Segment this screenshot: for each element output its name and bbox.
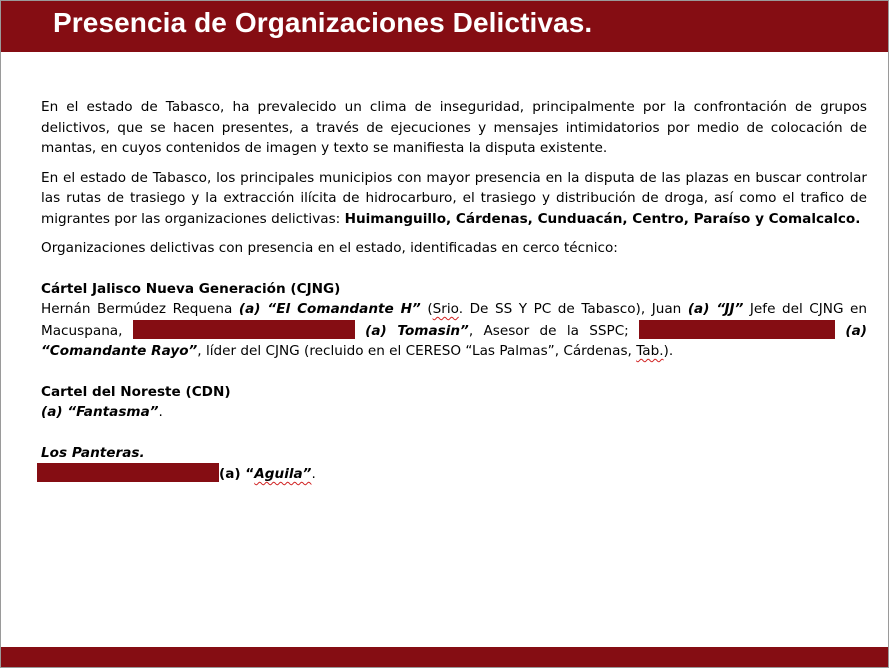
redaction-bar (639, 320, 835, 339)
organizations-intro: Organizaciones delictivas con presencia en el estado, identificadas en cerco técnico: (41, 240, 618, 256)
page-title: Presencia de Organizaciones Delictivas. (53, 7, 593, 38)
cjng-name-1: Hernán Bermúdez Requena (41, 301, 239, 317)
panteras-end: . (311, 466, 316, 482)
cjng-text-1b: ( (420, 301, 433, 317)
panteras-line (37, 466, 316, 482)
cjng-text-2b: , Asesor de la SSPC; (468, 322, 640, 339)
cdn-alias: (a) “Fantasma” (41, 404, 159, 420)
paragraph-municipalities (41, 168, 867, 230)
document-body (41, 97, 867, 505)
redaction-bar (133, 320, 355, 339)
cjng-text-1d: Jefe del CJNG en (743, 301, 867, 317)
cjng-text-1c: . De SS Y PC de Tabasco), Juan (458, 301, 688, 317)
cdn-end: . (158, 404, 163, 420)
org-cjng-title: Cártel Jalisco Nueva Generación (CJNG) (41, 280, 341, 297)
cjng-text-3a: , líder del CJNG (recluido en el CERESO “Las Palmas”, Cárdenas, (197, 343, 637, 359)
cjng-line-2 (41, 320, 867, 342)
cjng-alias-rayo: “Comandante Rayo” (41, 343, 198, 359)
panteras-alias-open: (a) “ (219, 466, 255, 482)
cjng-text-3b: ). (663, 343, 674, 359)
org-cdn (41, 382, 867, 423)
cjng-alias-1: (a) “El Comandante H” (238, 301, 421, 317)
org-cjng (41, 279, 867, 362)
cjng-alias-rayo-prefix: (a) (845, 322, 868, 339)
paragraph-municipalities-text: En el estado de Tabasco, los principales municipios con mayor presencia en la disputa de las plazas en buscar controlar las rutas de trasiego y la extracción ilícita de hidrocarburo, el trasiego y distribución de droga, así como el trafico de migrantes por las organizaciones delictivas: (41, 169, 867, 227)
cjng-text-2a: Macuspana, (41, 322, 133, 339)
cjng-line-1 (41, 299, 867, 320)
municipalities-list: Huimanguillo, Cárdenas, Cunduacán, Centro, Paraíso y Comalcalco. (344, 210, 861, 227)
panteras-alias-name: Aguila” (254, 466, 312, 482)
cjng-line-3 (41, 343, 673, 359)
org-panteras (41, 443, 867, 485)
cjng-alias-tomasin: (a) Tomasin” (365, 322, 469, 339)
cjng-srio: Srio (432, 301, 459, 317)
paragraph-insecurity: En el estado de Tabasco, ha prevalecido un clima de inseguridad, principalmente por la confrontación de grupos delictivos, que se hacen presentes, a través de ejecuciones y mensajes intimidatorios por medio de colocación de mantas, en cuyos contenidos de imagen y texto se manifiesta la disputa existente. (41, 99, 867, 156)
org-panteras-title: Los Panteras. (41, 444, 145, 461)
cjng-alias-jj: (a) “JJ” (687, 301, 744, 317)
footer-bar (1, 647, 888, 667)
cdn-line (41, 404, 163, 420)
redaction-bar (37, 463, 219, 482)
cjng-tab: Tab. (636, 343, 664, 359)
org-cdn-title: Cartel del Noreste (CDN) (41, 383, 231, 400)
header-bar (1, 1, 888, 52)
